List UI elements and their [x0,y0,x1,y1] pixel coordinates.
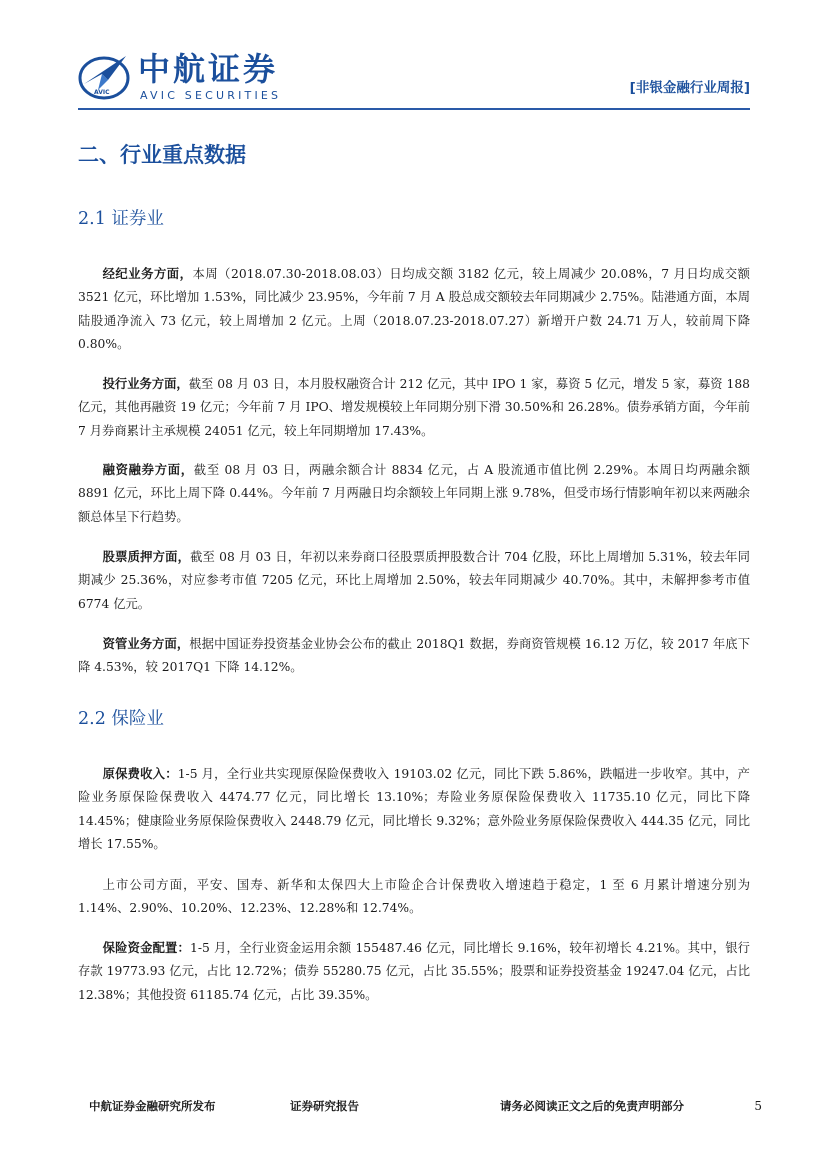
paragraph-text: 1-5 月，全行业共实现原保险保费收入 19103.02 亿元，同比下跌 5.86%，跌幅进一步收窄。其中，产险业务原保险保费收入 4474.77 亿元，同比增长 13.10%；寿险业务原保险保费收入 11735.10 亿元，同比下降 14.45%；健康险业务原保险保费收入 2448.79 亿元，同比增长 9.32%；意外险业务原保险保费收入 444.35 亿元，同比增长 17.55%。 [78,767,750,851]
paragraph-lead: 原保费收入： [102,766,178,781]
paragraph-investment-banking [78,372,750,443]
footer-report-kind: 证券研究报告 [290,1099,359,1113]
paragraph-lead: 经纪业务方面， [102,266,193,281]
paragraph-text: 1-5 月，全行业资金运用余额 155487.46 亿元，同比增长 9.16%，较年初增长 4.21%。其中，银行存款 19773.93 亿元，占比 12.72%；债券 55280.75 亿元，占比 35.55%；股票和证券投资基金 19247.04 亿元，占比 12.38%；其他投资 61185.74 亿元，占比 39.35%。 [78,941,750,1002]
paragraph-brokerage [78,262,750,356]
page-footer [78,1098,762,1116]
paragraph-text: 根据中国证券投资基金业协会公布的截止 2018Q1 数据，券商资管规模 16.12 万亿，较 2017 年底下降 4.53%，较 2017Q1 下降 14.12%。 [78,637,750,675]
paragraph-listed-companies [78,873,750,921]
header-divider [78,108,750,110]
paragraph-lead: 股票质押方面， [102,549,191,564]
page-number: 5 [754,1099,762,1113]
section-title: 二、行业重点数据 [78,143,246,167]
report-type-label: [非银金融行业周报] [629,80,750,96]
paragraph-lead: 保险资金配置： [102,940,191,955]
footer-publisher: 中航证券金融研究所发布 [89,1099,216,1113]
paragraph-text: 上市公司方面，平安、国寿、新华和太保四大上市险企合计保费收入增速趋于稳定，1 至 6 月累计增速分别为 1.14%、2.90%、10.20%、12.23%、12.28%和 12.74%。 [78,878,750,916]
paragraph-margin-trading [78,458,750,529]
paragraph-fund-allocation [78,936,750,1007]
footer-disclaimer: 请务必阅读正文之后的免责声明部分 [500,1099,684,1113]
paragraph-text: 截至 08 月 03 日，两融余额合计 8834 亿元，占 A 股流通市值比例 2.29%。本周日均两融余额 8891 亿元，环比上周下降 0.44%。今年前 7 月两融日均余额较上年同期上涨 9.78%，但受市场行情影响年初以来两融余额总体呈下行趋势。 [78,463,750,524]
paragraph-text: 截至 08 月 03 日，本月股权融资合计 212 亿元，其中 IPO 1 家，募资 5 亿元，增发 5 家，募资 188 亿元，其他再融资 19 亿元；今年前 7 月 IPO、增发规模较上年同期分别下滑 30.50%和 26.28%。债券承销方面，今年前 7 月券商累计主承规模 24051 亿元，较上年同期增加 17.43%。 [78,377,750,438]
brand-name-en: AVIC SECURITIES [140,89,282,102]
subsection-title-securities: 2.1 证券业 [78,209,164,229]
avic-plane-icon [78,50,134,102]
paragraph-lead: 资管业务方面， [102,636,190,651]
paragraph-stock-pledge [78,545,750,616]
logo-text: AVIC [94,89,110,96]
page-header [78,48,750,106]
paragraph-text: 截至 08 月 03 日，年初以来券商口径股票质押股数合计 704 亿股，环比上周增加 5.31%，较去年同期减少 25.36%，对应参考市值 7205 亿元，环比上周增加 2.50%，较去年同期减少 40.70%。其中，未解押参考市值 6774 亿元。 [78,550,750,611]
paragraph-premium-income [78,762,750,856]
paragraph-lead: 投行业务方面， [102,376,189,391]
paragraph-lead: 融资融券方面， [102,462,194,477]
company-logo [78,48,338,104]
brand-name-cn: 中航证券 [138,50,279,88]
paragraph-text: 本周（2018.07.30-2018.08.03）日均成交额 3182 亿元，较上周减少 20.08%，7 月日均成交额 3521 亿元，环比增加 1.53%，同比减少 23.95%，今年前 7 月 A 股总成交额较去年同期减少 2.75%。陆港通方面，本周陆股通净流入 73 亿元，较上周增加 2 亿元。上周（2018.07.23-2018.07.27）新增开户数 24.71 万人，较前周下降 0.80%。 [78,267,750,351]
paragraph-asset-management [78,632,750,680]
subsection-title-insurance: 2.2 保险业 [78,709,164,729]
